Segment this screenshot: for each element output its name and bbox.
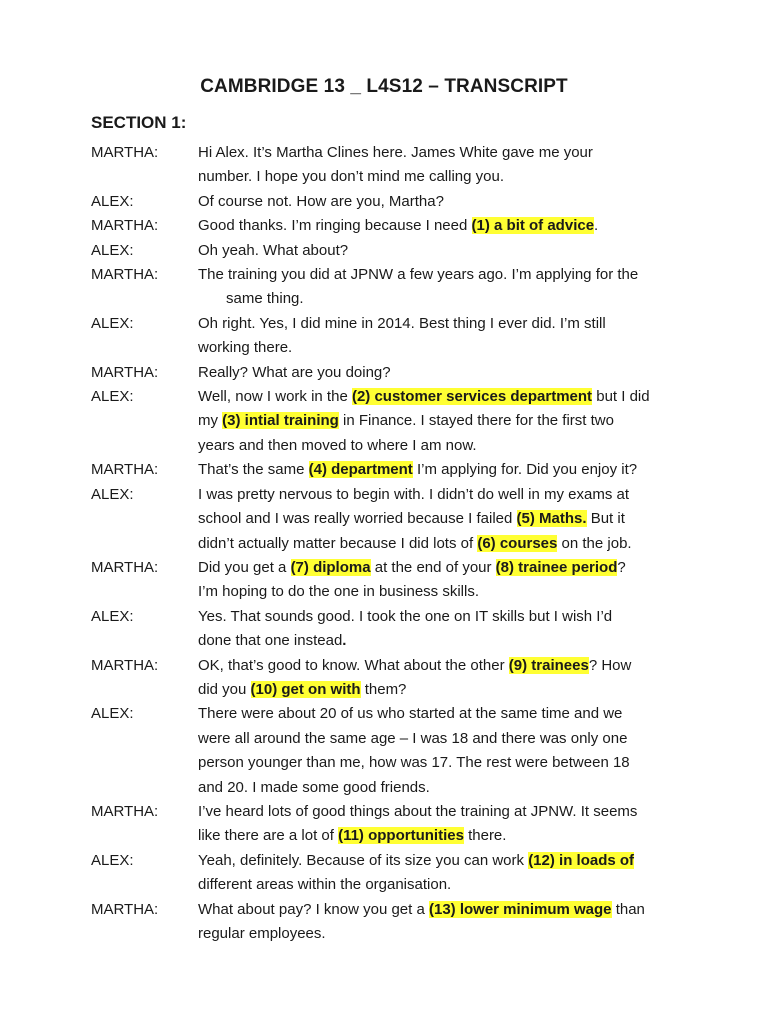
highlighted-answer: (4) department [308, 461, 413, 479]
transcript-turn [91, 214, 691, 238]
text-segment: than [611, 900, 645, 918]
utterance-line [198, 580, 691, 604]
text-segment: in Finance. I stayed there for the first two [338, 412, 614, 430]
transcript-turn [91, 385, 691, 458]
text-segment: Did you get a [198, 558, 291, 576]
text-segment: I’m hoping to do the one in business skills. [198, 583, 479, 601]
text-segment: them? [360, 680, 407, 698]
text-segment: Oh yeah. What about? [198, 241, 349, 259]
transcript-turn [91, 239, 691, 263]
highlighted-answer: (7) diploma [290, 558, 371, 576]
transcript-turn [91, 556, 691, 605]
text-segment: working there. [198, 339, 293, 357]
speaker-label: ALEX: [91, 388, 134, 406]
utterance-line [198, 287, 691, 311]
transcript-turn [91, 190, 691, 214]
text-segment: I’ve heard lots of good things about the training at JPNW. It seems [198, 802, 638, 820]
speaker-label: MARTHA: [91, 558, 159, 576]
transcript-turn [91, 361, 691, 385]
text-segment: Good thanks. I’m ringing because I need [198, 217, 472, 235]
text-segment: my [198, 412, 223, 430]
utterance-line [198, 239, 691, 263]
utterance-line [198, 751, 691, 775]
utterance-line [198, 800, 691, 824]
highlighted-answer: (9) trainees [508, 656, 589, 674]
text-segment: school and I was really worried because I failed [198, 510, 517, 528]
text-segment: did you [198, 680, 251, 698]
text-segment: What about pay? I know you get a [198, 900, 429, 918]
text-segment: regular employees. [198, 925, 326, 942]
text-segment: There were about 20 of us who started at the same time and we [198, 705, 623, 723]
transcript-turn [91, 263, 691, 312]
highlighted-answer: (13) lower minimum wage [428, 900, 612, 918]
text-segment: at the end of your [370, 558, 496, 576]
utterance [198, 605, 691, 654]
highlighted-answer: (3) intial training [222, 412, 339, 430]
text-segment: That’s the same [198, 461, 309, 479]
transcript-turn [91, 654, 691, 703]
utterance-line [198, 776, 691, 800]
text-segment: But it [586, 510, 625, 528]
utterance-line [198, 214, 691, 238]
speaker-label: ALEX: [91, 851, 134, 869]
transcript-turn [91, 312, 691, 361]
utterance-line [198, 605, 691, 629]
text-segment: there. [463, 827, 507, 845]
text-segment: Oh right. Yes, I did mine in 2014. Best thing I ever did. I’m still [198, 314, 606, 332]
transcript-turn [91, 458, 691, 482]
utterance [198, 239, 691, 263]
text-segment: on the job. [557, 534, 632, 552]
utterance-line [198, 409, 691, 433]
transcript-turn [91, 605, 691, 654]
speaker-label: MARTHA: [91, 266, 159, 284]
utterance [198, 654, 691, 703]
speaker-label: MARTHA: [91, 656, 159, 674]
text-segment: OK, that’s good to know. What about the other [198, 656, 509, 674]
text-segment: Of course not. How are you, Martha? [198, 192, 444, 210]
utterance-line [198, 922, 691, 946]
utterance-line [198, 458, 691, 482]
transcript-turn [91, 141, 691, 190]
speaker-label: MARTHA: [91, 461, 159, 479]
speaker-label: MARTHA: [91, 363, 159, 381]
utterance-line [198, 824, 691, 848]
utterance-line [198, 483, 691, 507]
text-segment: . [594, 217, 599, 235]
speaker-label: MARTHA: [91, 144, 159, 161]
highlighted-answer: (1) a bit of advice [471, 217, 595, 235]
speaker-label: MARTHA: [91, 217, 159, 235]
text-segment: person younger than me, how was 17. The rest were between 18 [198, 754, 630, 772]
utterance [198, 800, 691, 849]
utterance-line [198, 385, 691, 409]
highlighted-answer: (6) courses [477, 534, 558, 552]
speaker-label: MARTHA: [91, 802, 159, 820]
utterance-line [198, 434, 691, 458]
text-segment: same thing. [226, 290, 304, 308]
utterance [198, 556, 691, 605]
text-segment: number. I hope you don’t mind me calling you. [198, 168, 505, 186]
speaker-label: ALEX: [91, 607, 134, 625]
text-segment: and 20. I made some good friends. [198, 778, 430, 796]
utterance [198, 214, 691, 238]
highlighted-answer: (12) in loads of [528, 851, 635, 869]
text-segment: years and then moved to where I am now. [198, 436, 477, 454]
transcript-turn [91, 800, 691, 849]
speaker-label: MARTHA: [91, 900, 159, 918]
utterance [198, 898, 691, 947]
highlighted-answer: (5) Maths. [516, 510, 587, 528]
utterance-line [198, 312, 691, 336]
highlighted-answer: (2) customer services department [351, 388, 593, 406]
transcript-turn [91, 849, 691, 898]
utterance-line [198, 336, 691, 360]
utterance-line [198, 873, 691, 897]
text-segment: Really? What are you doing? [198, 363, 391, 381]
speaker-label: ALEX: [91, 485, 134, 503]
utterance-line [198, 629, 691, 653]
section-heading: SECTION 1: [91, 113, 187, 132]
utterance [198, 312, 691, 361]
speaker-label: ALEX: [91, 241, 134, 259]
utterance-line [198, 190, 691, 214]
text-segment: Yes. That sounds good. I took the one on IT skills but I wish I’d [198, 607, 613, 625]
text-segment: were all around the same age – I was 18 and there was only one [198, 729, 628, 747]
text-segment: Yeah, definitely. Because of its size you can work [198, 851, 529, 869]
text-segment: ? How [588, 656, 632, 674]
text-segment: done that one instead [198, 632, 343, 650]
text-segment: Well, now I work in the [198, 388, 352, 406]
utterance [198, 483, 691, 556]
text-segment: but I did [592, 388, 650, 406]
speaker-label: ALEX: [91, 192, 134, 210]
utterance [198, 141, 691, 190]
transcript-turn [91, 483, 691, 556]
utterance [198, 702, 691, 800]
utterance-line [198, 165, 691, 189]
utterance-line [198, 727, 691, 751]
text-segment: ? [617, 558, 626, 576]
utterance-line [198, 898, 691, 922]
document-title: CAMBRIDGE 13 _ L4S12 – TRANSCRIPT [200, 76, 568, 97]
text-segment: like there are a lot of [198, 827, 339, 845]
utterance-line [198, 849, 691, 873]
highlighted-answer: (10) get on with [250, 680, 361, 698]
text-segment: Hi Alex. It’s Martha Clines here. James White gave me your [198, 144, 593, 161]
utterance-line [198, 678, 691, 702]
utterance [198, 263, 691, 312]
text-segment: different areas within the organisation. [198, 876, 452, 894]
utterance-line [198, 654, 691, 678]
utterance [198, 385, 691, 458]
transcript-turn [91, 898, 691, 947]
utterance [198, 361, 691, 385]
highlighted-answer: (11) opportunities [338, 827, 464, 845]
text-segment: I’m applying for. Did you enjoy it? [412, 461, 638, 479]
speaker-label: ALEX: [91, 314, 134, 332]
transcript [91, 141, 691, 946]
text-segment: The training you did at JPNW a few years ago. I’m applying for the [198, 266, 639, 284]
highlighted-answer: (8) trainee period [495, 558, 618, 576]
text-segment: I was pretty nervous to begin with. I didn’t do well in my exams at [198, 485, 630, 503]
utterance [198, 190, 691, 214]
utterance-line [198, 263, 691, 287]
text-segment: didn’t actually matter because I did lots of [198, 534, 478, 552]
speaker-label: ALEX: [91, 705, 134, 723]
transcript-turn [91, 702, 691, 800]
utterance-line [198, 556, 691, 580]
utterance [198, 458, 691, 482]
utterance-line [198, 702, 691, 726]
utterance-line [198, 141, 691, 165]
utterance [198, 849, 691, 898]
utterance-line [198, 532, 691, 556]
utterance-line [198, 507, 691, 531]
text-segment: . [342, 632, 347, 650]
utterance-line [198, 361, 691, 385]
